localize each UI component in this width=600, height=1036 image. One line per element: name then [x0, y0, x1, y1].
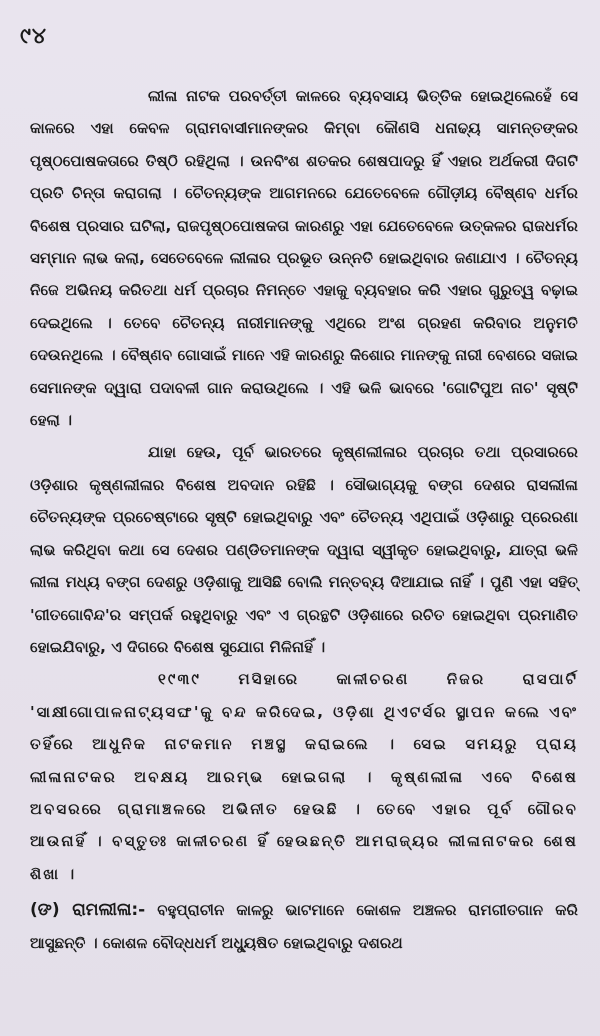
section-text: ବହୁପ୍ରାଚୀନ କାଳରୁ ଭାଟମାନେ କୋଶଳ ଅଞ୍ଚଳର ରାମଗୀତଗାନ କରି ଆସୁଛନ୍ତି । କୋଶଳ ବୌଦ୍ଧଧର୍ମ ଅଧ୍ୟୁଷିତ ହୋଇଥିବାରୁ ଦଶରଥ: [30, 901, 578, 952]
paragraph-krishnalila-contribution: ଯାହା ହେଉ, ପୂର୍ବ ଭାରତରେ କୃଷ୍ଣଲୀଳାର ପ୍ରଚାର ତଥା ପ୍ରସାରରେ ଓଡ଼ିଶାର କୃଷ୍ଣଲୀଳାର ବିଶେଷ ଅବଦାନ ରହିଛି । ସୌଭାଗ୍ୟକୁ ବଙ୍ଗ ଦେଶର ରାସଲୀଳା ଚୈତନ୍ୟଙ୍କ ପ୍ରଚେଷ୍ଟାରେ ସୃଷ୍ଟି ହୋଇଥିବାରୁ ଏବଂ ଚୈତନ୍ୟ ଏଥିପାଇଁ ଓଡ଼ିଶାରୁ ପ୍ରେରଣା ଲାଭ କରିଥିବା କଥା ସେ ଦେଶର ପଣ୍ଡିତମାନଙ୍କ ଦ୍ୱାରା ସ୍ୱୀକୃତ ହୋଇଥିବାରୁ, ଯାତ୍ରା ଭଳି ଲୀଳା ମଧ୍ୟ ବଙ୍ଗ ଦେଶରୁ ଓଡ଼ିଶାକୁ ଆସିଛି ବୋଲି ମନ୍ତବ୍ୟ ଦିଆଯାଇ ନାହିଁ । ପୁଣି ଏହା ସହିତ୍ 'ଗୀତଗୋବିନ୍ଦ'ର ସମ୍ପର୍କ ରହୁଥିବାରୁ ଏବଂ ଏ ଗ୍ରନ୍ଥଟି ଓଡ଼ିଶାରେ ରଚିତ ହୋଇଥିବା ପ୍ରମାଣିତ ହୋଇଯିବାରୁ, ଏ ଦିଗରେ ବିଶେଷ ସୁଯୋଗ ମିଳିନାହିଁ ।: [30, 443, 578, 656]
page-body: [30, 80, 578, 959]
paragraph-kalicharan: ୧୯୩୯ ମସିହାରେ କାଳୀଚରଣ ନିଜର ରାସପାର୍ଟି 'ସାକ୍ଷୀଗୋପାଳନାଟ୍ୟସଙ୍ଘ'କୁ ବନ୍ଦ କରିଦେଇ, ଓଡ଼ିଶା ଥିଏଟର୍ସର ସ୍ଥାପନ କଲେ ଏବଂ ତହିଁରେ ଆଧୁନିକ ନାଟକମାନ ମଞ୍ଚସ୍ଥ କରାଇଲେ । ସେଇ ସମୟରୁ ପ୍ରାୟ ଲୀଳାନାଟକର ଅବକ୍ଷୟ ଆରମ୍ଭ ହୋଇଗଲା । କୃଷ୍ଣଲୀଳା ଏବେ ବିଶେଷ ଅବସରରେ ଗ୍ରାମାଞ୍ଚଳରେ ଅଭିନୀତ ହେଉଛି । ତେବେ ଏହାର ପୂର୍ବ ଗୌରବ ଆଉନାହିଁ । ବସ୍ତୁତଃ କାଳୀଚରଣ ହିଁ ହେଉଛନ୍ତି ଆମରାଜ୍ୟର ଲୀଳାନାଟକର ଶେଷ ଶିଖା ।: [30, 670, 578, 883]
section-ramlila: [30, 894, 578, 959]
paragraph-lila-history: ଲୀଳା ନାଟକ ପରବର୍ତ୍ତୀ କାଳରେ ବ୍ୟବସାୟ ଭିତ୍ତିକ ହୋଇଥିଲେହେଁ ସେ କାଳରେ ଏହା କେବଳ ଗ୍ରାମବାସୀମାନଙ୍କର କିମ୍ବା କୌଣସି ଧନାଢ୍ୟ ସାମନ୍ତଙ୍କର ପୃଷ୍ଠପୋଷକତାରେ ତିଷ୍ଠି ରହିଥିଲା । ଉନବିଂଶ ଶତକର ଶେଷପାଦରୁ ହିଁ ଏହାର ଅର୍ଥକରୀ ଦିଗଟି ପ୍ରତି ଚିନ୍ତା କରାଗଲା । ଚୈତନ୍ୟଙ୍କ ଆଗମନରେ ଯେତେବେଳେ ଗୌଡ଼ୀୟ ବୈଷ୍ଣବ ଧର୍ମର ବିଶେଷ ପ୍ରସାର ଘଟିଲା, ରାଜପୃଷ୍ଠପୋଷକତା କାରଣରୁ ଏହା ଯେତେବେଳେ ଉତ୍କଳର ରାଜଧର୍ମର ସମ୍ମାନ ଲାଭ କଲା, ସେତେବେଳେ ଲୀଳାର ପ୍ରଭୂତ ଉନ୍ନତି ହୋଇଥିବାର ଜଣାଯାଏ । ଚୈତନ୍ୟ ନିଜେ ଅଭିନୟ କରିତଥା ଧର୍ମ ପ୍ରଚାର ନିମନ୍ତେ ଏହାକୁ ବ୍ୟବହାର କରି ଏହାର ଗୁରୁତ୍ୱ ବଢ଼ାଇ ଦେଇଥିଲେ । ତେବେ ଚୈତନ୍ୟ ନାରୀମାନଙ୍କୁ ଏଥିରେ ଅଂଶ ଗ୍ରହଣ କରିବାର ଅନୁମତି ଦେଉନଥିଲେ । ବୈଷ୍ଣବ ଗୋସାଇଁ ମାନେ ଏହି କାରଣରୁ କିଶୋର ମାନଙ୍କୁ ନାରୀ ବେଶରେ ସଜାଇ ସେମାନଙ୍କ ଦ୍ୱାରା ପଦାବଳୀ ଗାନ କରାଉଥିଲେ । ଏହି ଭଳି ଭାବରେ 'ଗୋଟିପୁଅ ନାଚ' ସୃଷ୍ଟି ହେଲା ।: [30, 87, 578, 430]
section-heading: (ଙ) ରାମଲୀଳା:-: [30, 900, 146, 921]
page-number: ୯୪: [20, 24, 48, 49]
